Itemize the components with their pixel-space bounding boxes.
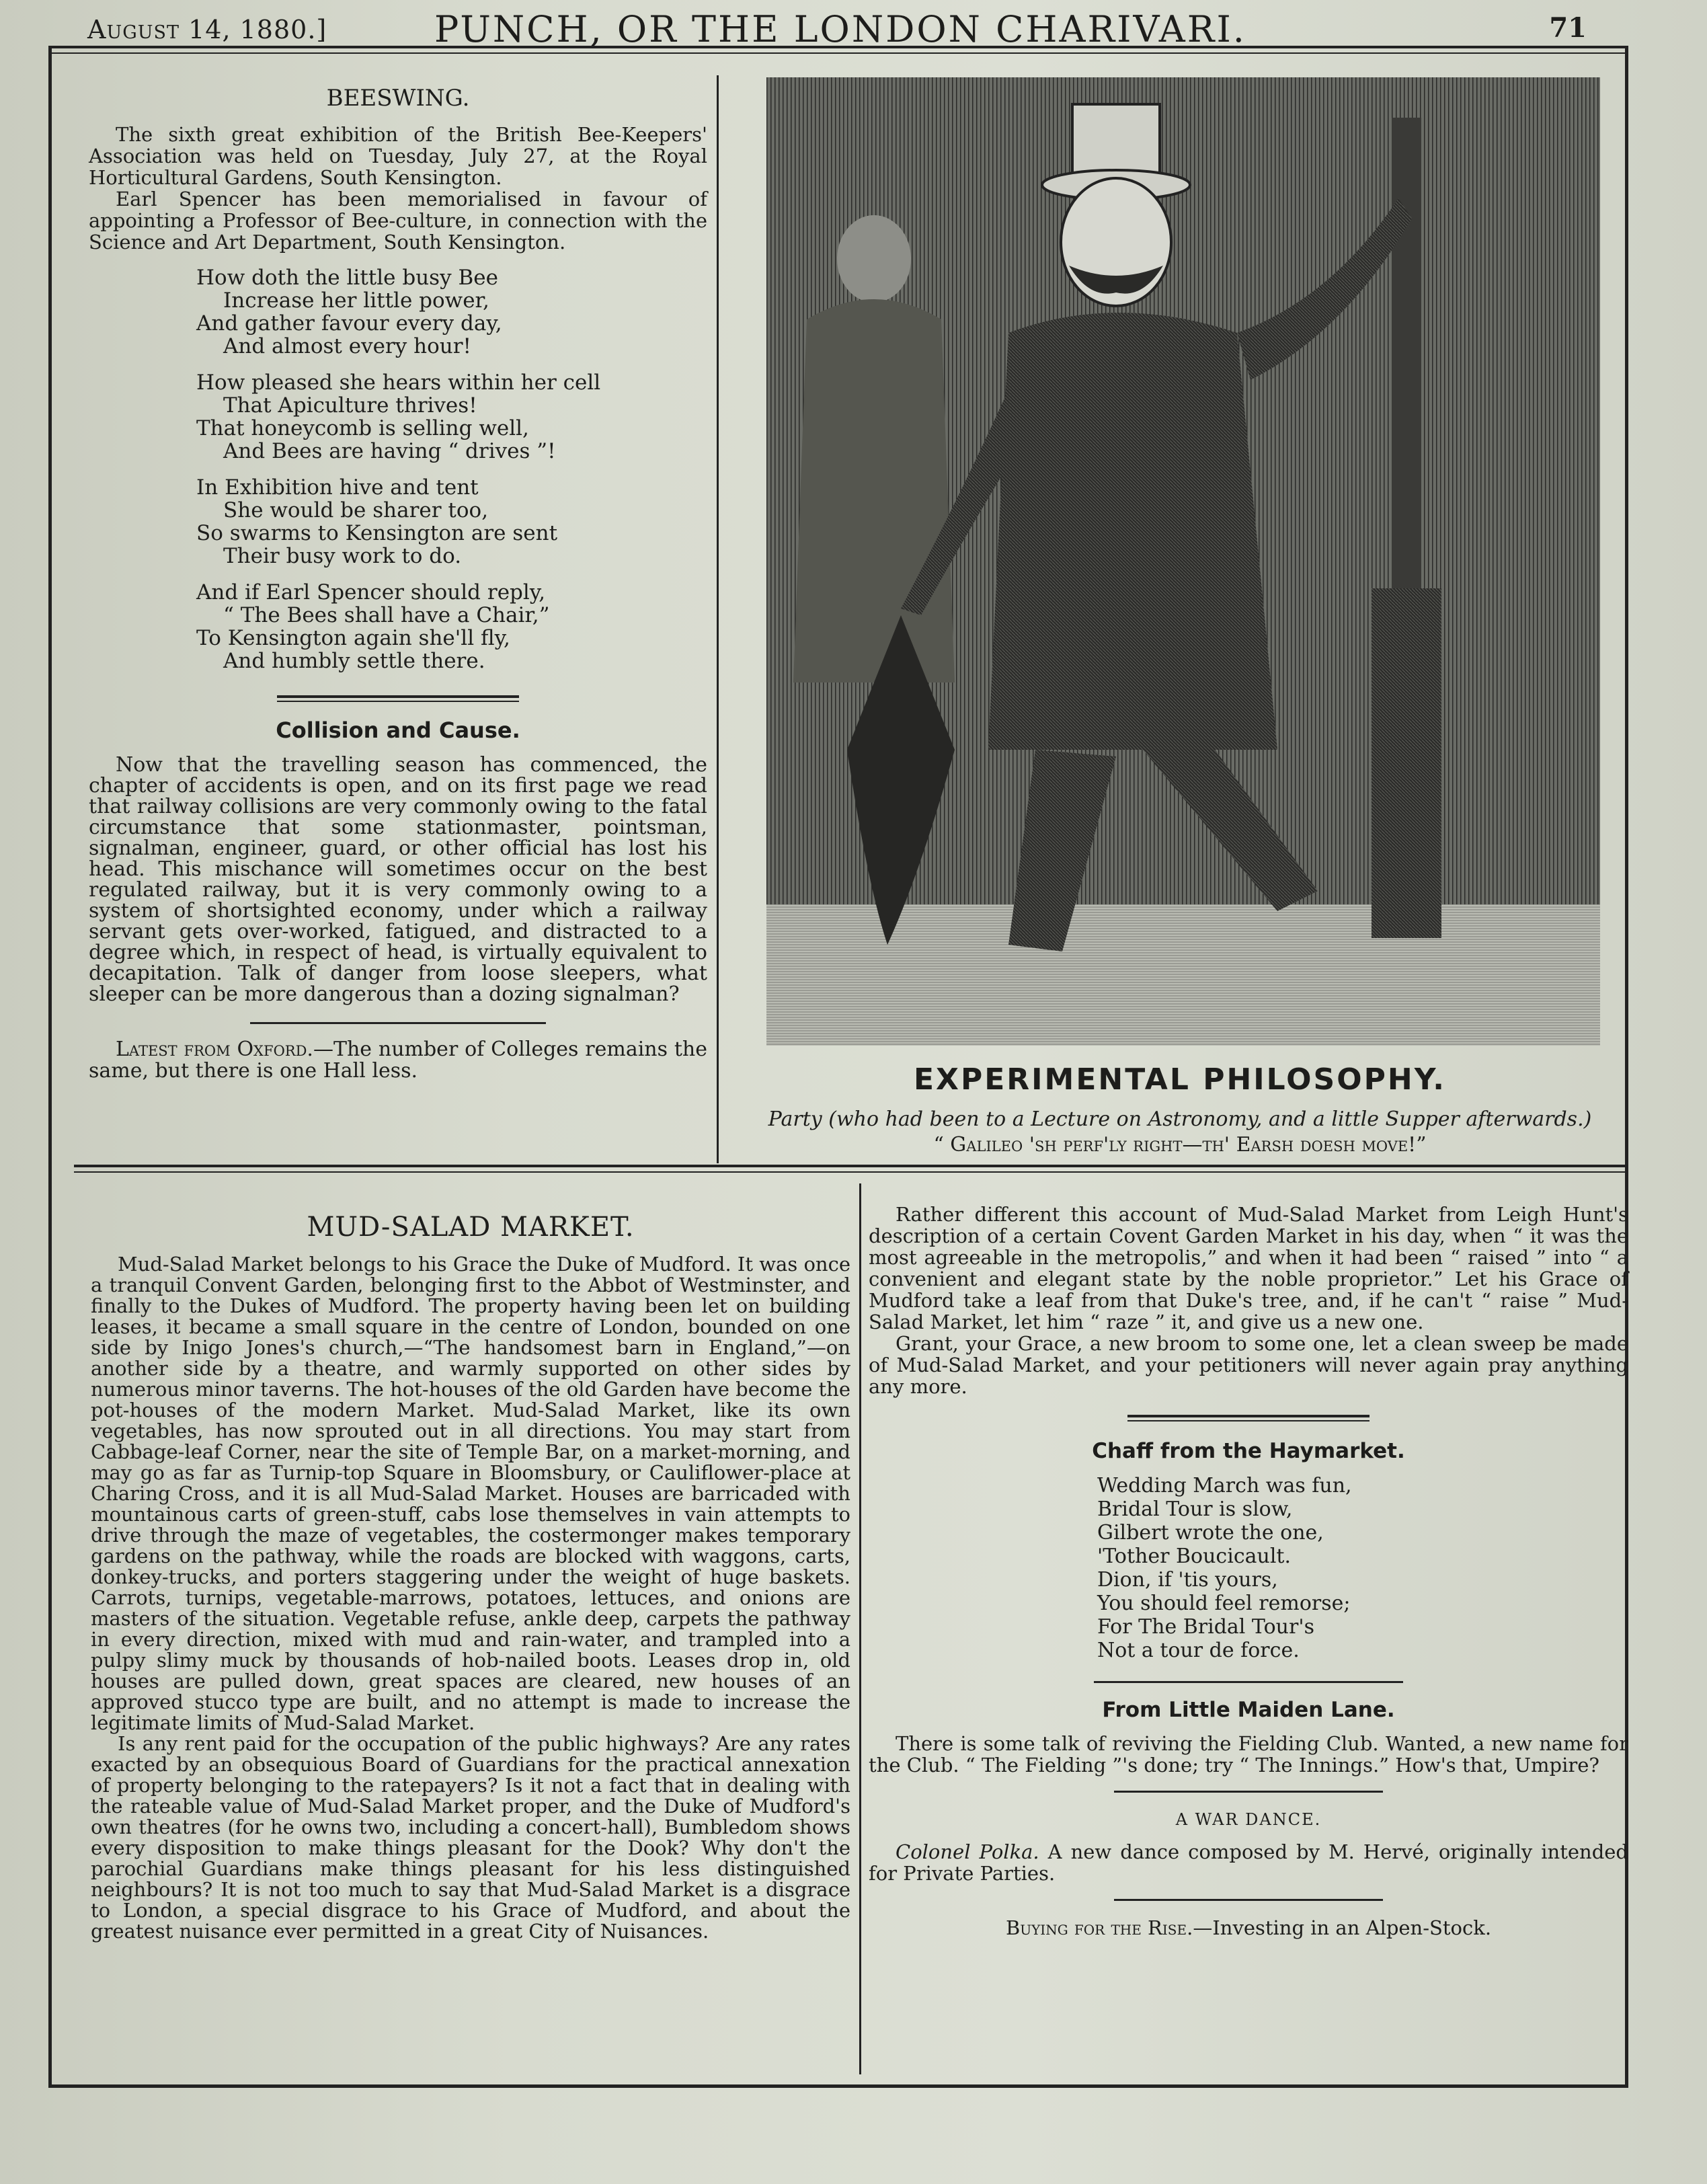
verse-line: How doth the little busy Bee	[196, 266, 498, 290]
stanza-1	[196, 266, 707, 358]
war-dance-text: A new dance composed by M. Hervé, originally intended for Private Parties.	[869, 1840, 1628, 1885]
mud-salad-heading: MUD-SALAD MARKET.	[307, 1212, 635, 1243]
divider-rule	[250, 1022, 546, 1024]
cartoon-caption	[733, 1107, 1627, 1158]
verse-line: Gilbert wrote the one,	[1097, 1521, 1324, 1545]
war-dance-lead: Colonel Polka.	[896, 1840, 1039, 1863]
cartoon-caption-line-1: Party (who had been to a Lecture on Astronomy, and a little Supper afterwards.)	[768, 1107, 1592, 1131]
lamp-post-base	[1372, 588, 1441, 938]
oxford-lead: Latest from Oxford.	[116, 1038, 313, 1061]
verse-line: “ The Bees shall have a Chair,”	[223, 603, 550, 627]
lower-right-column	[869, 1204, 1628, 1939]
verse-line: And if Earl Spencer should reply,	[196, 580, 546, 604]
verse-line: That Apiculture thrives!	[223, 393, 477, 418]
verse-line: To Kensington again she'll fly,	[196, 626, 510, 650]
mud-salad-paragraph-2: Is any rent paid for the occupation of the public highways? Are any rates exacted by an obsequious Board of Guardians for the practical annexation of property belonging to the ratepayers? Is it not a fact that in dealing with the rateable value of Mud-Salad Market proper, and the Duke of Mudford's own theatres (for he owns two, including a concert-hall), Bumbledom shows every disposition to make things pleasant for the Dook? Why don't the parochial Guardians make things pleasant for his less distinguished neighbours? It is not too much to say that Mud-Salad Market is a disgrace to London, a special disgrace to his Grace of Mudford, and about the greatest nuisance ever permitted in a great City of Nuisances.	[91, 1732, 850, 1943]
verse-line: And gather favour every day,	[196, 311, 502, 336]
rise-note	[869, 1917, 1628, 1939]
oxford-body: —The number of Colleges remains the same, but there is one Hall less.	[89, 1038, 707, 1083]
verse-line: Not a tour de force.	[1097, 1639, 1300, 1662]
cartoon-caption-line-2: “ Galileo 'sh perf'ly right—th' Earsh doesh move!”	[933, 1133, 1427, 1157]
masthead-title: PUNCH, OR THE LONDON CHARIVARI.	[434, 8, 1246, 50]
maiden-lane-body: There is some talk of reviving the Fielding Club. Wanted, a new name for the Club. “ The Fielding ”'s done; try “ The Innings.” How's that, Umpire?	[869, 1732, 1628, 1777]
issue-date: August 14, 1880.]	[87, 15, 327, 44]
verse-line: Bridal Tour is slow,	[1097, 1497, 1293, 1521]
beeswing-intro-1: The sixth great exhibition of the British Bee-Keepers' Association was held on Tuesday, July 27, at the Royal Horticultural Gardens, South Kensington.	[89, 123, 707, 189]
rise-body: —Investing in an Alpen-Stock.	[1193, 1916, 1492, 1939]
verse-line: 'Tother Boucicault.	[1097, 1545, 1292, 1568]
page-number: 71	[1549, 12, 1587, 44]
verse-line: You should feel remorse;	[1097, 1592, 1351, 1615]
verse-line: Their busy work to do.	[223, 544, 462, 568]
collision-heading: Collision and Cause.	[276, 717, 520, 743]
verse-line: And Bees are having “ drives ”!	[223, 439, 556, 463]
divider-rule	[1127, 1415, 1369, 1421]
verse-line: And humbly settle there.	[223, 649, 485, 673]
war-dance-heading: A WAR DANCE.	[1175, 1810, 1322, 1829]
beeswing-heading: BEESWING.	[326, 85, 470, 112]
verse-line: She would be sharer too,	[223, 498, 489, 522]
divider-rule	[1114, 1899, 1383, 1901]
policeman-head	[837, 215, 911, 303]
section-rule	[74, 1165, 1628, 1173]
left-upper-column	[89, 87, 707, 1082]
beeswing-poem	[196, 266, 707, 672]
divider-rule	[1094, 1681, 1403, 1683]
cartoon-title: EXPERIMENTAL PHILOSOPHY.	[914, 1062, 1446, 1097]
rise-lead: Buying for the Rise.	[1005, 1916, 1193, 1939]
stanza-3	[196, 476, 707, 568]
verse-line: That honeycomb is selling well,	[196, 416, 529, 440]
verse-line: Wedding March was fun,	[1097, 1474, 1352, 1497]
cartoon-illustration	[766, 77, 1600, 1046]
verse-line: How pleased she hears within her cell	[196, 370, 601, 395]
war-dance-body	[869, 1841, 1628, 1884]
lower-left-column	[91, 1212, 850, 1943]
chaff-heading: Chaff from the Haymarket.	[1092, 1439, 1405, 1463]
verse-line: So swarms to Kensington are sent	[196, 521, 558, 545]
mud-salad-paragraph-3: Rather different this account of Mud-Salad Market from Leigh Hunt's description of a certain Covent Garden Market in his day, when “ it was the most agreeable in the metropolis,” and when it had been “ raised ” into “ a convenient and elegant state by the noble proprietor.” Let his Grace of Mudford take a leaf from that Duke's tree, and, if he can't “ raise ” Mud-Salad Market, let him “ raze ” it, and give us a new one.	[869, 1203, 1628, 1333]
running-header	[81, 5, 1600, 50]
policeman-body	[793, 299, 955, 682]
maiden-lane-heading: From Little Maiden Lane.	[1102, 1698, 1395, 1722]
collision-body: Now that the travelling season has commenced, the chapter of accidents is open, and on its first page we read that railway collisions are very commonly owing to the fatal circumstance that some stationmaster, pointsman, signalman, engineer, guard, or other official has lost his head. This mischance will sometimes occur on the best regulated railway, but it is very commonly owing to a system of shortsighted economy, under which a railway servant gets over-worked, fatigued, and distracted to a degree which, in respect of head, is virtually equivalent to decapitation. Talk of danger from loose sleepers, what sleeper can be more dangerous than a dozing signalman?	[89, 753, 707, 1006]
stanza-2	[196, 371, 707, 463]
verse-line: In Exhibition hive and tent	[196, 475, 479, 500]
verse-line: Increase her little power,	[223, 288, 489, 313]
oxford-note	[89, 1039, 707, 1082]
column-divider-lower	[859, 1183, 861, 2074]
verse-line: And almost every hour!	[223, 334, 471, 358]
chaff-poem	[1097, 1474, 1628, 1662]
divider-rule	[277, 695, 519, 702]
verse-line: For The Bridal Tour's	[1097, 1615, 1314, 1639]
verse-line: Dion, if 'tis yours,	[1097, 1568, 1278, 1592]
divider-rule	[1114, 1791, 1383, 1793]
mud-salad-paragraph-4: Grant, your Grace, a new broom to some one, let a clean sweep be made of Mud-Salad Market, and your petitioners will never again pray anything any more.	[869, 1332, 1628, 1398]
beeswing-intro-2: Earl Spencer has been memorialised in favour of appointing a Professor of Bee-culture, in connection with the Science and Art Department, South Kensington.	[89, 188, 707, 254]
mud-salad-paragraph-1: Mud-Salad Market belongs to his Grace the Duke of Mudford. It was once a tranquil Convent Garden, belonging first to the Abbot of Westminster, and finally to the Dukes of Mudford. The property having been let on building leases, it became a small square in the centre of London, bounded on one side by Inigo Jones's church,—“The handsomest barn in England,”—on another side by a theatre, and warmly supported on other sides by numerous minor taverns. The hot-houses of the old Garden have become the pot-houses of the modern Market. Mud-Salad Market, like its own vegetables, has now sprouted out in all directions. You may start from Cabbage-leaf Corner, near the site of Temple Bar, on a market-morning, and may go as far as Turnip-top Square in Bloomsbury, or Cauliflower-place at Charing Cross, and it is all Mud-Salad Market. Houses are barricaded with mountainous carts of green-stuff, cabs lose themselves in vain attempts to drive through the maze of vegetables, the costermonger makes temporary gardens on the pathway, while the roads are blocked with waggons, carts, donkey-trucks, and porters staggering under the weight of huge baskets. Carrots, turnips, vegetable-marrows, potatoes, lettuces, and onions are masters of the situation. Vegetable refuse, ankle deep, carpets the pathway in every direction, mixed with mud and rain-water, and trampled into a pulpy slimy muck by thousands of hob-nailed boots. Leases drop in, old houses are pulled down, great spaces are cleared, new houses of an approved stucco type are built, and no attempt is made to increase the legitimate limits of Mud-Salad Market.	[91, 1253, 850, 1734]
stanza-4	[196, 581, 707, 672]
column-divider-upper	[717, 75, 719, 1163]
